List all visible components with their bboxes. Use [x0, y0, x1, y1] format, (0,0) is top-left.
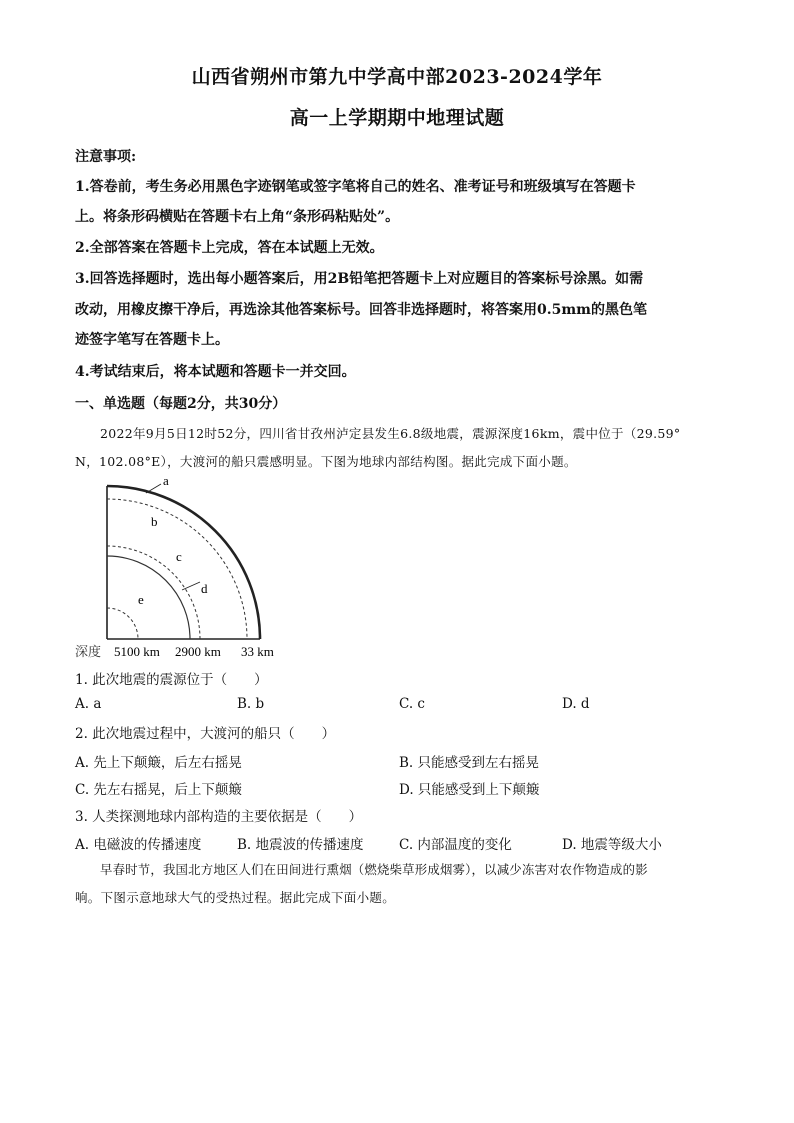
q2-option-b: B. 只能感受到左右摇晃: [399, 755, 540, 771]
exam-title-line1: 山西省朔州市第九中学高中部2023-2024学年: [191, 66, 603, 88]
depth-5100: 5100 km: [114, 644, 160, 659]
earth-interior-figure: [70, 474, 300, 664]
notice-heading: 注意事项:: [75, 149, 137, 165]
q2-option-c: C. 先左右摇晃，后上下颠簸: [75, 782, 242, 798]
label-d: d: [201, 581, 208, 596]
notice-item1-line2: 上。将条形码横贴在答题卡右上角“条形码粘贴处”。: [75, 209, 400, 225]
material1-line2: N，102.08°E），大渡河的船只震感明显。下图为地球内部结构图。据此完成下面小题。: [75, 454, 577, 469]
exam-title-line2: 高一上学期期中地理试题: [289, 107, 505, 129]
notice-item2: 2.全部答案在答题卡上完成，答在本试题上无效。: [75, 240, 384, 256]
q1-option-a: A. a: [75, 696, 102, 712]
depth-2900: 2900 km: [175, 644, 221, 659]
material2-line1: 早春时节，我国北方地区人们在田间进行熏烟（燃烧柴草形成烟雾），以减少冻害对农作物造成的影: [100, 862, 648, 877]
notice-item1-line1: 1.答卷前，考生务必用黑色字迹钢笔或签字笔将自己的姓名、准考证号和班级填写在答题卡: [75, 179, 636, 195]
q2-option-d: D. 只能感受到上下颠簸: [399, 782, 540, 798]
question-3-stem: 3. 人类探测地球内部构造的主要依据是（ ）: [75, 809, 363, 825]
question-2-stem: 2. 此次地震过程中，大渡河的船只（ ）: [75, 726, 336, 742]
depth-33: 33 km: [241, 644, 274, 659]
q1-option-d: D. d: [562, 696, 590, 712]
q3-option-d: D. 地震等级大小: [562, 837, 662, 853]
notice-item3-line1: 3.回答选择题时，选出每小题答案后，用2B铅笔把答题卡上对应题目的答案标号涂黑。如需: [75, 271, 644, 287]
notice-item3-line3: 迹签字笔写在答题卡上。: [75, 332, 229, 348]
label-c: c: [176, 549, 182, 564]
q3-option-b: B. 地震波的传播速度: [237, 837, 364, 853]
q3-option-a: A. 电磁波的传播速度: [75, 837, 202, 853]
notice-item3-line2: 改动，用橡皮擦干净后，再选涂其他答案标号。回答非选择题时，将答案用0.5mm的黑色笔: [75, 302, 647, 318]
q1-option-c: C. c: [399, 696, 425, 712]
depth-caption: 深度: [75, 644, 102, 659]
q3-option-c: C. 内部温度的变化: [399, 837, 512, 853]
label-e: e: [138, 592, 144, 607]
question-1-stem: 1. 此次地震的震源位于（ ）: [75, 672, 268, 688]
section1-heading: 一、单选题（每题2分，共30分）: [75, 396, 287, 412]
q2-option-a: A. 先上下颠簸，后左右摇晃: [75, 755, 242, 771]
label-a: a: [163, 474, 169, 488]
material2-line2: 响。下图示意地球大气的受热过程。据此完成下面小题。: [75, 890, 396, 905]
label-b: b: [151, 514, 158, 529]
material1-line1: 2022年9月5日12时52分，四川省甘孜州泸定县发生6.8级地震，震源深度16km，震中位于（29.59°: [100, 426, 681, 441]
q1-option-b: B. b: [237, 696, 265, 712]
notice-item4: 4.考试结束后，将本试题和答题卡一并交回。: [75, 364, 356, 380]
